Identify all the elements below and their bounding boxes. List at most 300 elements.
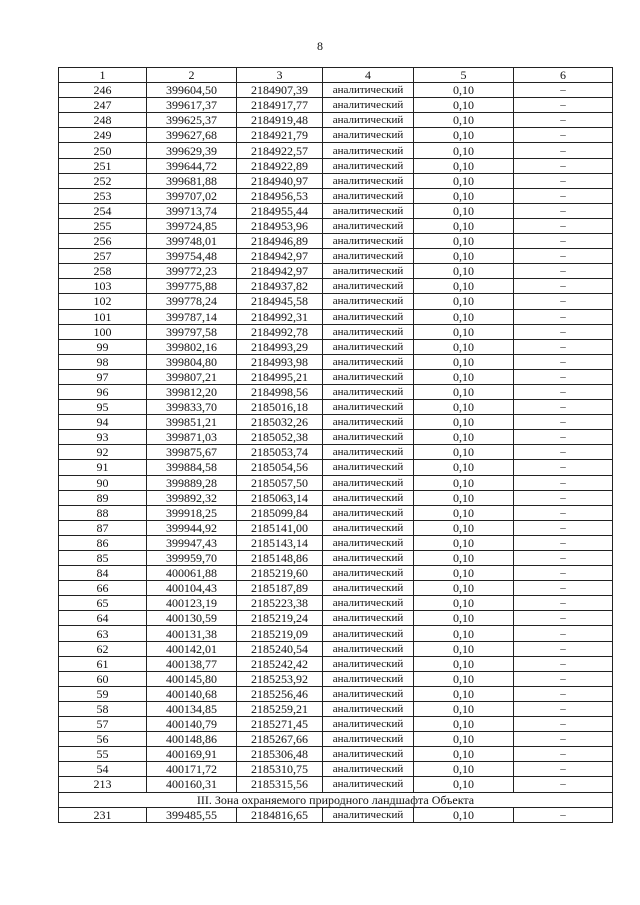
point-number-cell: 101 [59, 309, 147, 324]
table-row [59, 279, 613, 294]
accuracy-cell: 0,10 [414, 384, 514, 399]
x-coordinate-cell: 399947,43 [147, 535, 237, 550]
x-coordinate-cell: 399889,28 [147, 475, 237, 490]
note-cell: – [514, 309, 613, 324]
y-coordinate-cell: 2185099,84 [237, 505, 323, 520]
y-coordinate-cell: 2185054,56 [237, 460, 323, 475]
note-cell: – [514, 551, 613, 566]
note-cell: – [514, 445, 613, 460]
point-number-cell: 92 [59, 445, 147, 460]
x-coordinate-cell: 400160,31 [147, 777, 237, 792]
y-coordinate-cell: 2185315,56 [237, 777, 323, 792]
accuracy-cell: 0,10 [414, 641, 514, 656]
table-row [59, 384, 613, 399]
method-cell: аналитический [323, 460, 414, 475]
y-coordinate-cell: 2185032,26 [237, 415, 323, 430]
accuracy-cell: 0,10 [414, 596, 514, 611]
note-cell: – [514, 143, 613, 158]
section-title: III. Зона охраняемого природного ландшафта Объекта [59, 792, 613, 807]
y-coordinate-cell: 2184946,89 [237, 234, 323, 249]
x-coordinate-cell: 400148,86 [147, 732, 237, 747]
note-cell: – [514, 354, 613, 369]
x-coordinate-cell: 399892,32 [147, 490, 237, 505]
accuracy-cell: 0,10 [414, 279, 514, 294]
table-row [59, 535, 613, 550]
table-row [59, 249, 613, 264]
note-cell: – [514, 294, 613, 309]
note-cell: – [514, 218, 613, 233]
y-coordinate-cell: 2185242,42 [237, 656, 323, 671]
table-header-row [59, 68, 613, 83]
x-coordinate-cell: 399644,72 [147, 158, 237, 173]
point-number-cell: 254 [59, 203, 147, 218]
x-coordinate-cell: 399807,21 [147, 369, 237, 384]
table-row [59, 400, 613, 415]
table-row [59, 264, 613, 279]
y-coordinate-cell: 2184956,53 [237, 188, 323, 203]
point-number-cell: 99 [59, 339, 147, 354]
method-cell: аналитический [323, 475, 414, 490]
y-coordinate-cell: 2184942,97 [237, 264, 323, 279]
y-coordinate-cell: 2184993,98 [237, 354, 323, 369]
note-cell: – [514, 98, 613, 113]
accuracy-cell: 0,10 [414, 264, 514, 279]
point-number-cell: 94 [59, 415, 147, 430]
method-cell: аналитический [323, 626, 414, 641]
x-coordinate-cell: 399627,68 [147, 128, 237, 143]
y-coordinate-cell: 2184993,29 [237, 339, 323, 354]
method-cell: аналитический [323, 777, 414, 792]
table-row [59, 747, 613, 762]
table-row [59, 203, 613, 218]
table-row [59, 324, 613, 339]
method-cell: аналитический [323, 234, 414, 249]
y-coordinate-cell: 2185187,89 [237, 581, 323, 596]
note-cell: – [514, 581, 613, 596]
table-row [59, 807, 613, 822]
y-coordinate-cell: 2184940,97 [237, 173, 323, 188]
section-row [59, 792, 613, 807]
table-row [59, 415, 613, 430]
note-cell: – [514, 158, 613, 173]
table-row [59, 611, 613, 626]
x-coordinate-cell: 400140,68 [147, 686, 237, 701]
note-cell: – [514, 671, 613, 686]
y-coordinate-cell: 2184922,57 [237, 143, 323, 158]
accuracy-cell: 0,10 [414, 717, 514, 732]
point-number-cell: 252 [59, 173, 147, 188]
note-cell: – [514, 203, 613, 218]
table-row [59, 83, 613, 98]
note-cell: – [514, 324, 613, 339]
x-coordinate-cell: 400061,88 [147, 566, 237, 581]
table-row [59, 98, 613, 113]
table-row [59, 732, 613, 747]
point-number-cell: 102 [59, 294, 147, 309]
y-coordinate-cell: 2185306,48 [237, 747, 323, 762]
accuracy-cell: 0,10 [414, 535, 514, 550]
method-cell: аналитический [323, 611, 414, 626]
note-cell: – [514, 490, 613, 505]
note-cell: – [514, 596, 613, 611]
table-row [59, 505, 613, 520]
method-cell: аналитический [323, 113, 414, 128]
point-number-cell: 100 [59, 324, 147, 339]
note-cell: – [514, 626, 613, 641]
note-cell: – [514, 400, 613, 415]
table-row [59, 354, 613, 369]
note-cell: – [514, 475, 613, 490]
note-cell: – [514, 686, 613, 701]
accuracy-cell: 0,10 [414, 339, 514, 354]
y-coordinate-cell: 2185267,66 [237, 732, 323, 747]
accuracy-cell: 0,10 [414, 490, 514, 505]
accuracy-cell: 0,10 [414, 354, 514, 369]
y-coordinate-cell: 2184816,65 [237, 807, 323, 822]
table-row [59, 173, 613, 188]
method-cell: аналитический [323, 369, 414, 384]
note-cell: – [514, 415, 613, 430]
y-coordinate-cell: 2185310,75 [237, 762, 323, 777]
x-coordinate-cell: 399707,02 [147, 188, 237, 203]
note-cell: – [514, 173, 613, 188]
table-row [59, 641, 613, 656]
y-coordinate-cell: 2185148,86 [237, 551, 323, 566]
table-row [59, 294, 613, 309]
x-coordinate-cell: 399778,24 [147, 294, 237, 309]
accuracy-cell: 0,10 [414, 128, 514, 143]
method-cell: аналитический [323, 279, 414, 294]
accuracy-cell: 0,10 [414, 581, 514, 596]
accuracy-cell: 0,10 [414, 671, 514, 686]
point-number-cell: 88 [59, 505, 147, 520]
point-number-cell: 258 [59, 264, 147, 279]
y-coordinate-cell: 2184953,96 [237, 218, 323, 233]
method-cell: аналитический [323, 596, 414, 611]
header-cell: 2 [147, 68, 237, 83]
table-row [59, 777, 613, 792]
point-number-cell: 87 [59, 520, 147, 535]
y-coordinate-cell: 2184917,77 [237, 98, 323, 113]
point-number-cell: 98 [59, 354, 147, 369]
x-coordinate-cell: 399748,01 [147, 234, 237, 249]
y-coordinate-cell: 2185253,92 [237, 671, 323, 686]
x-coordinate-cell: 400171,72 [147, 762, 237, 777]
x-coordinate-cell: 399833,70 [147, 400, 237, 415]
method-cell: аналитический [323, 249, 414, 264]
accuracy-cell: 0,10 [414, 369, 514, 384]
point-number-cell: 56 [59, 732, 147, 747]
method-cell: аналитический [323, 581, 414, 596]
y-coordinate-cell: 2185219,60 [237, 566, 323, 581]
y-coordinate-cell: 2185259,21 [237, 701, 323, 716]
x-coordinate-cell: 399485,55 [147, 807, 237, 822]
y-coordinate-cell: 2185057,50 [237, 475, 323, 490]
y-coordinate-cell: 2184942,97 [237, 249, 323, 264]
header-cell: 4 [323, 68, 414, 83]
x-coordinate-cell: 399604,50 [147, 83, 237, 98]
point-number-cell: 54 [59, 762, 147, 777]
x-coordinate-cell: 399884,58 [147, 460, 237, 475]
table-row [59, 626, 613, 641]
note-cell: – [514, 339, 613, 354]
note-cell: – [514, 656, 613, 671]
header-cell: 3 [237, 68, 323, 83]
method-cell: аналитический [323, 566, 414, 581]
method-cell: аналитический [323, 384, 414, 399]
point-number-cell: 57 [59, 717, 147, 732]
x-coordinate-cell: 400142,01 [147, 641, 237, 656]
accuracy-cell: 0,10 [414, 626, 514, 641]
point-number-cell: 250 [59, 143, 147, 158]
y-coordinate-cell: 2184919,48 [237, 113, 323, 128]
x-coordinate-cell: 399787,14 [147, 309, 237, 324]
note-cell: – [514, 732, 613, 747]
note-cell: – [514, 762, 613, 777]
method-cell: аналитический [323, 430, 414, 445]
accuracy-cell: 0,10 [414, 732, 514, 747]
accuracy-cell: 0,10 [414, 173, 514, 188]
x-coordinate-cell: 400130,59 [147, 611, 237, 626]
x-coordinate-cell: 399713,74 [147, 203, 237, 218]
table-row [59, 234, 613, 249]
x-coordinate-cell: 400169,91 [147, 747, 237, 762]
point-number-cell: 231 [59, 807, 147, 822]
accuracy-cell: 0,10 [414, 460, 514, 475]
coordinates-table [58, 67, 613, 823]
table-row [59, 520, 613, 535]
note-cell: – [514, 777, 613, 792]
point-number-cell: 96 [59, 384, 147, 399]
y-coordinate-cell: 2185052,38 [237, 430, 323, 445]
header-cell: 1 [59, 68, 147, 83]
x-coordinate-cell: 399875,67 [147, 445, 237, 460]
point-number-cell: 61 [59, 656, 147, 671]
method-cell: аналитический [323, 415, 414, 430]
point-number-cell: 257 [59, 249, 147, 264]
accuracy-cell: 0,10 [414, 415, 514, 430]
point-number-cell: 65 [59, 596, 147, 611]
note-cell: – [514, 460, 613, 475]
note-cell: – [514, 505, 613, 520]
note-cell: – [514, 188, 613, 203]
accuracy-cell: 0,10 [414, 158, 514, 173]
y-coordinate-cell: 2185240,54 [237, 641, 323, 656]
x-coordinate-cell: 399629,39 [147, 143, 237, 158]
point-number-cell: 63 [59, 626, 147, 641]
header-cell: 6 [514, 68, 613, 83]
accuracy-cell: 0,10 [414, 445, 514, 460]
accuracy-cell: 0,10 [414, 400, 514, 415]
table-row [59, 686, 613, 701]
x-coordinate-cell: 399851,21 [147, 415, 237, 430]
method-cell: аналитический [323, 520, 414, 535]
accuracy-cell: 0,10 [414, 505, 514, 520]
note-cell: – [514, 641, 613, 656]
y-coordinate-cell: 2184945,58 [237, 294, 323, 309]
note-cell: – [514, 535, 613, 550]
method-cell: аналитический [323, 173, 414, 188]
note-cell: – [514, 520, 613, 535]
method-cell: аналитический [323, 98, 414, 113]
accuracy-cell: 0,10 [414, 324, 514, 339]
table-row [59, 656, 613, 671]
method-cell: аналитический [323, 188, 414, 203]
x-coordinate-cell: 400140,79 [147, 717, 237, 732]
point-number-cell: 86 [59, 535, 147, 550]
method-cell: аналитический [323, 505, 414, 520]
page-number: 8 [317, 39, 323, 53]
point-number-cell: 91 [59, 460, 147, 475]
method-cell: аналитический [323, 701, 414, 716]
x-coordinate-cell: 399871,03 [147, 430, 237, 445]
y-coordinate-cell: 2184922,89 [237, 158, 323, 173]
note-cell: – [514, 249, 613, 264]
point-number-cell: 66 [59, 581, 147, 596]
point-number-cell: 255 [59, 218, 147, 233]
y-coordinate-cell: 2185053,74 [237, 445, 323, 460]
method-cell: аналитический [323, 671, 414, 686]
method-cell: аналитический [323, 656, 414, 671]
table-row [59, 430, 613, 445]
point-number-cell: 84 [59, 566, 147, 581]
accuracy-cell: 0,10 [414, 656, 514, 671]
note-cell: – [514, 717, 613, 732]
accuracy-cell: 0,10 [414, 762, 514, 777]
y-coordinate-cell: 2185271,45 [237, 717, 323, 732]
x-coordinate-cell: 400145,80 [147, 671, 237, 686]
point-number-cell: 60 [59, 671, 147, 686]
accuracy-cell: 0,10 [414, 218, 514, 233]
y-coordinate-cell: 2185016,18 [237, 400, 323, 415]
accuracy-cell: 0,10 [414, 686, 514, 701]
method-cell: аналитический [323, 747, 414, 762]
y-coordinate-cell: 2184955,44 [237, 203, 323, 218]
point-number-cell: 246 [59, 83, 147, 98]
method-cell: аналитический [323, 143, 414, 158]
accuracy-cell: 0,10 [414, 294, 514, 309]
method-cell: аналитический [323, 762, 414, 777]
x-coordinate-cell: 400134,85 [147, 701, 237, 716]
note-cell: – [514, 384, 613, 399]
y-coordinate-cell: 2184998,56 [237, 384, 323, 399]
method-cell: аналитический [323, 807, 414, 822]
point-number-cell: 58 [59, 701, 147, 716]
x-coordinate-cell: 399812,20 [147, 384, 237, 399]
point-number-cell: 247 [59, 98, 147, 113]
accuracy-cell: 0,10 [414, 747, 514, 762]
accuracy-cell: 0,10 [414, 309, 514, 324]
accuracy-cell: 0,10 [414, 701, 514, 716]
accuracy-cell: 0,10 [414, 234, 514, 249]
x-coordinate-cell: 399797,58 [147, 324, 237, 339]
method-cell: аналитический [323, 535, 414, 550]
x-coordinate-cell: 399754,48 [147, 249, 237, 264]
note-cell: – [514, 430, 613, 445]
y-coordinate-cell: 2185219,24 [237, 611, 323, 626]
table-row [59, 701, 613, 716]
point-number-cell: 213 [59, 777, 147, 792]
point-number-cell: 248 [59, 113, 147, 128]
table-row [59, 762, 613, 777]
y-coordinate-cell: 2185256,46 [237, 686, 323, 701]
table-row [59, 566, 613, 581]
accuracy-cell: 0,10 [414, 430, 514, 445]
note-cell: – [514, 264, 613, 279]
table-row [59, 475, 613, 490]
note-cell: – [514, 611, 613, 626]
point-number-cell: 97 [59, 369, 147, 384]
table-row [59, 490, 613, 505]
note-cell: – [514, 747, 613, 762]
accuracy-cell: 0,10 [414, 551, 514, 566]
point-number-cell: 253 [59, 188, 147, 203]
point-number-cell: 85 [59, 551, 147, 566]
method-cell: аналитический [323, 83, 414, 98]
y-coordinate-cell: 2184992,78 [237, 324, 323, 339]
accuracy-cell: 0,10 [414, 203, 514, 218]
method-cell: аналитический [323, 490, 414, 505]
method-cell: аналитический [323, 354, 414, 369]
accuracy-cell: 0,10 [414, 98, 514, 113]
note-cell: – [514, 128, 613, 143]
method-cell: аналитический [323, 264, 414, 279]
y-coordinate-cell: 2184907,39 [237, 83, 323, 98]
method-cell: аналитический [323, 339, 414, 354]
method-cell: аналитический [323, 400, 414, 415]
point-number-cell: 64 [59, 611, 147, 626]
point-number-cell: 103 [59, 279, 147, 294]
accuracy-cell: 0,10 [414, 475, 514, 490]
x-coordinate-cell: 399802,16 [147, 339, 237, 354]
table-row [59, 581, 613, 596]
x-coordinate-cell: 400104,43 [147, 581, 237, 596]
accuracy-cell: 0,10 [414, 249, 514, 264]
method-cell: аналитический [323, 158, 414, 173]
y-coordinate-cell: 2185143,14 [237, 535, 323, 550]
accuracy-cell: 0,10 [414, 188, 514, 203]
method-cell: аналитический [323, 309, 414, 324]
point-number-cell: 89 [59, 490, 147, 505]
y-coordinate-cell: 2184992,31 [237, 309, 323, 324]
x-coordinate-cell: 399625,37 [147, 113, 237, 128]
x-coordinate-cell: 399775,88 [147, 279, 237, 294]
x-coordinate-cell: 400131,38 [147, 626, 237, 641]
method-cell: аналитический [323, 294, 414, 309]
x-coordinate-cell: 399772,23 [147, 264, 237, 279]
x-coordinate-cell: 399959,70 [147, 551, 237, 566]
accuracy-cell: 0,10 [414, 777, 514, 792]
point-number-cell: 249 [59, 128, 147, 143]
x-coordinate-cell: 399918,25 [147, 505, 237, 520]
y-coordinate-cell: 2185219,09 [237, 626, 323, 641]
table-row [59, 113, 613, 128]
y-coordinate-cell: 2184995,21 [237, 369, 323, 384]
y-coordinate-cell: 2185223,38 [237, 596, 323, 611]
header-cell: 5 [414, 68, 514, 83]
accuracy-cell: 0,10 [414, 113, 514, 128]
table-row [59, 445, 613, 460]
method-cell: аналитический [323, 732, 414, 747]
point-number-cell: 59 [59, 686, 147, 701]
point-number-cell: 93 [59, 430, 147, 445]
x-coordinate-cell: 400123,19 [147, 596, 237, 611]
table-row [59, 218, 613, 233]
note-cell: – [514, 113, 613, 128]
y-coordinate-cell: 2184921,79 [237, 128, 323, 143]
x-coordinate-cell: 400138,77 [147, 656, 237, 671]
accuracy-cell: 0,10 [414, 143, 514, 158]
